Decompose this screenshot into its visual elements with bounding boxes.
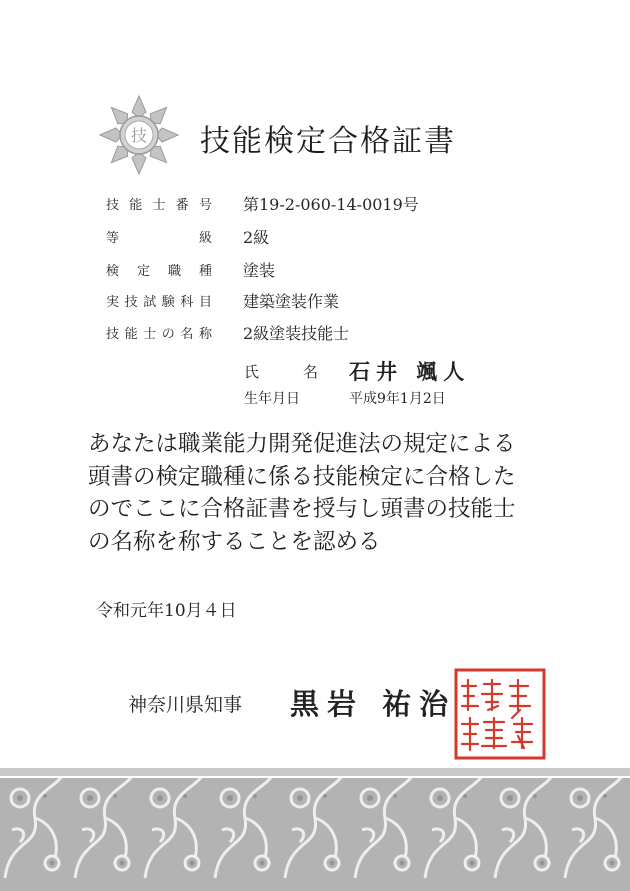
field-label-grade: 等級 [106,231,212,246]
field-value-grade: 2級 [243,228,270,247]
field-label-practical-subject: 実技試験科目 [106,295,212,310]
statement-line: 頭書の検定職種に係る技能検定に合格した [88,463,516,490]
holder-name-label: 氏名 [244,363,318,381]
statement-line: の名称を称することを認める [88,528,381,555]
ornamental-border [0,768,630,891]
field-label-trade: 検定職種 [106,264,212,279]
gear-emblem-icon [96,92,182,178]
certificate-statement [88,428,558,558]
statement-line: のでここに合格証書を授与し頭書の技能士 [88,496,516,522]
field-value-trade: 塗装 [243,261,276,280]
issue-date: 令和元年10月４日 [96,601,237,621]
field-label-title-name: 技能士の名称 [106,327,212,342]
holder-dob: 平成9年1月2日 [349,391,446,407]
certificate-title: 技能検定合格証書 [200,124,456,159]
issuer-title: 神奈川県知事 [128,694,243,716]
field-label-license-number: 技能士番号 [106,198,212,213]
holder-name: 石井 颯人 [349,359,471,384]
holder-dob-label: 生年月日 [244,391,300,407]
issuer-name: 黒岩 祐治 [290,687,457,721]
svg-text:技: 技 [130,126,148,145]
field-value-practical-subject: 建築塗装作業 [243,292,340,311]
official-seal-stamp [452,666,548,762]
field-value-title-name: 2級塗装技能士 [243,324,350,343]
statement-line: あなたは職業能力開発促進法の規定による [88,431,516,457]
field-value-license-number: 第19-2-060-14-0019号 [243,195,419,214]
